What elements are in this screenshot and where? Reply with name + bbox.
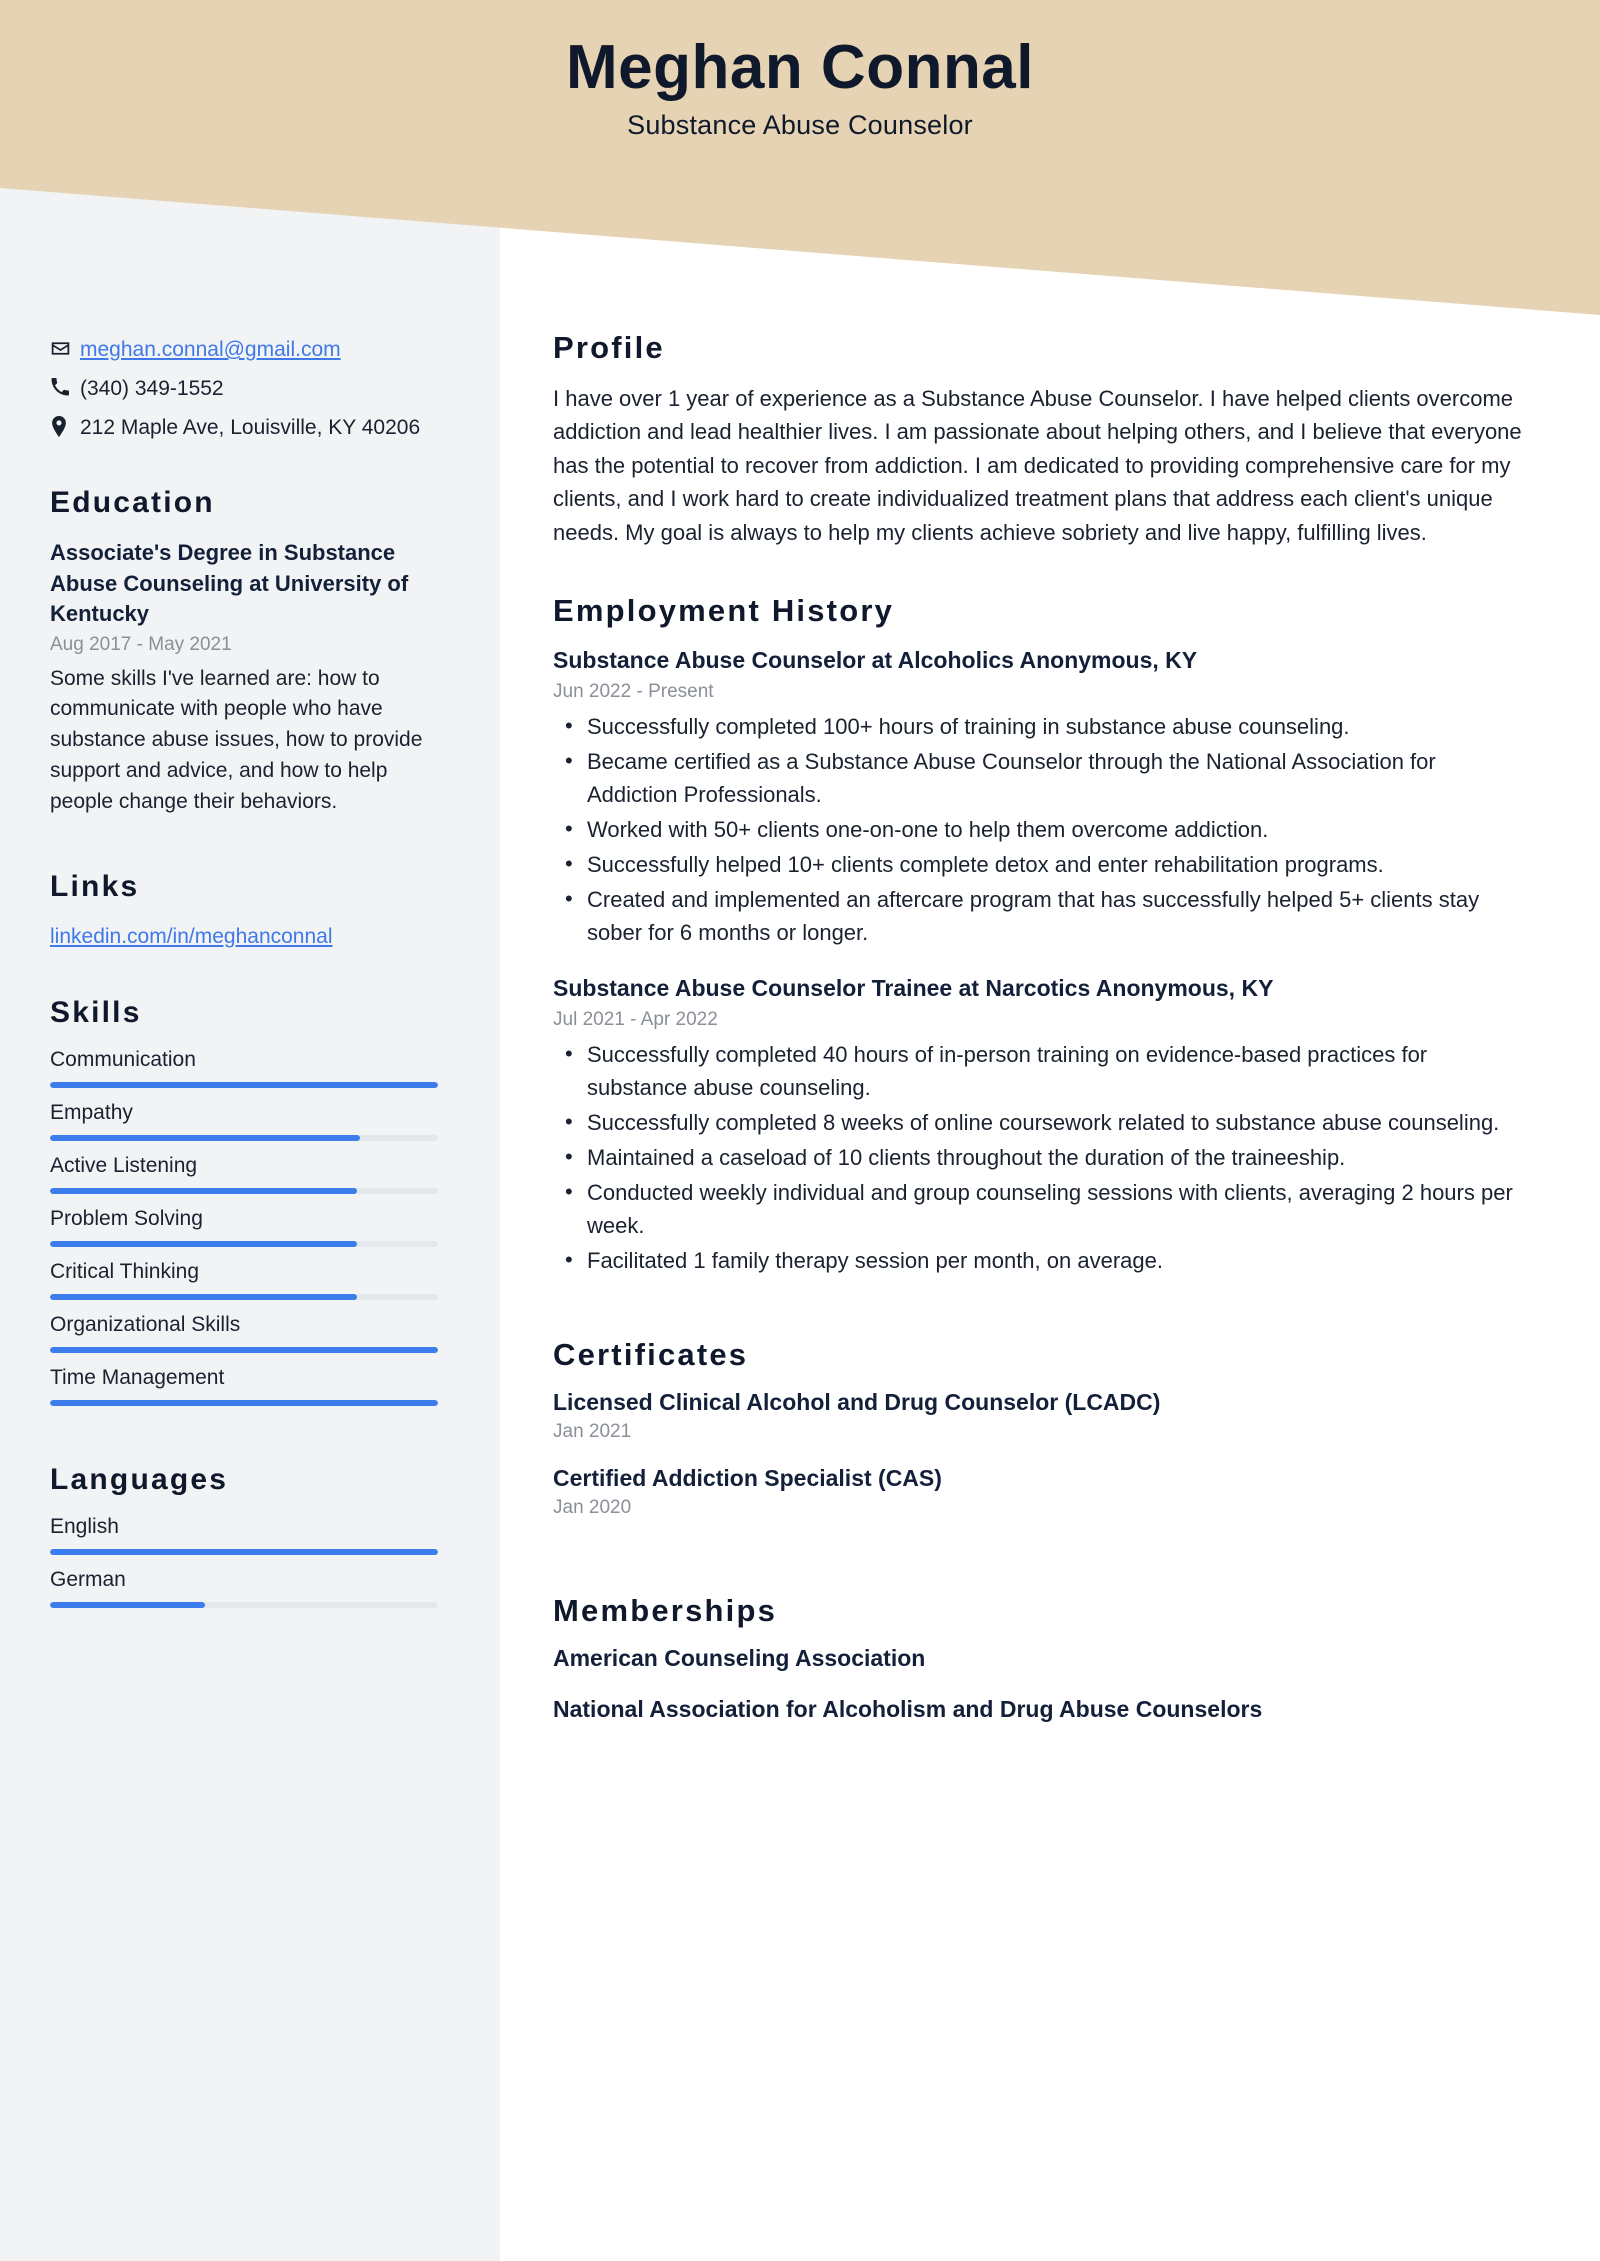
- certificates-list: [553, 1389, 1528, 1519]
- job-bullet: • Successfully completed 8 weeks of online coursework related to substance abuse counseling.: [587, 1106, 1528, 1139]
- skill-item: [50, 1048, 440, 1088]
- skill-bar-track: [50, 1082, 438, 1088]
- certificates-section: [553, 1337, 1528, 1519]
- job-bullet-list: [553, 710, 1528, 949]
- education-dates: Aug 2017 - May 2021: [50, 633, 232, 655]
- job-bullet: • Worked with 50+ clients one-on-one to help them overcome addiction.: [587, 813, 1528, 846]
- skills-list: [50, 1048, 440, 1406]
- skills-section: [50, 996, 440, 1406]
- phone-icon: [50, 374, 80, 397]
- skill-item: [50, 1260, 440, 1300]
- job-bullet: • Created and implemented an aftercare program that has successfully helped 5+ clients stay sober for 6 months or longer.: [587, 883, 1528, 949]
- skill-label: Communication: [50, 1048, 196, 1072]
- profile-text: I have over 1 year of experience as a Substance Abuse Counselor. I have helped clients overcome addiction and lead healthier lives. I am passionate about helping others, and I believe that everyone has the potential to recover from addiction. I am dedicated to providing comprehensive care for my clients, and I work hard to create individualized treatment plans that address each client's unique needs. My goal is always to help my clients achieve sobriety and live happy, fulfilling lives.: [553, 386, 1522, 545]
- location-pin-icon: [50, 413, 80, 437]
- job-bullet: • Facilitated 1 family therapy session per month, on average.: [587, 1244, 1528, 1277]
- skill-item: [50, 1313, 440, 1353]
- languages-heading: Languages: [50, 1463, 229, 1497]
- skill-bar-track: [50, 1294, 438, 1300]
- skill-label: Problem Solving: [50, 1207, 203, 1231]
- certificate-entry: [553, 1465, 1528, 1519]
- job-bullet: • Maintained a caseload of 10 clients throughout the duration of the traineeship.: [587, 1141, 1528, 1174]
- main-column: [553, 330, 1528, 1747]
- skill-bar-fill: [50, 1241, 357, 1247]
- memberships-heading: Memberships: [553, 1593, 778, 1629]
- sidebar: [50, 335, 440, 1621]
- job-title: Substance Abuse Counselor Trainee at Narcotics Anonymous, KY: [553, 975, 1274, 1002]
- certificate-date: Jan 2021: [553, 1421, 632, 1443]
- language-label: English: [50, 1515, 119, 1539]
- language-bar-track: [50, 1549, 438, 1555]
- skill-item: [50, 1366, 440, 1406]
- skill-bar-track: [50, 1400, 438, 1406]
- job-bullet: • Became certified as a Substance Abuse Counselor through the National Association for Addiction Professionals.: [587, 745, 1528, 811]
- certificate-title: Certified Addiction Specialist (CAS): [553, 1465, 942, 1492]
- job-entry: [553, 973, 1528, 1277]
- job-bullet: • Successfully completed 40 hours of in-person training on evidence-based practices for substance abuse counseling.: [587, 1038, 1528, 1104]
- skills-heading: Skills: [50, 996, 142, 1030]
- job-bullet: • Successfully completed 100+ hours of training in substance abuse counseling.: [587, 710, 1528, 743]
- skill-bar-track: [50, 1241, 438, 1247]
- skill-bar-fill: [50, 1400, 438, 1406]
- education-degree: Associate's Degree in Substance Abuse Counseling at University of Kentucky: [50, 540, 409, 627]
- certificate-date: Jan 2020: [553, 1497, 632, 1519]
- spacer: [50, 952, 440, 996]
- skill-bar-fill: [50, 1135, 360, 1141]
- skill-item: [50, 1154, 440, 1194]
- education-section: [50, 486, 440, 817]
- address-value: 212 Maple Ave, Louisville, KY 40206: [80, 415, 421, 439]
- job-bullet: • Conducted weekly individual and group counseling sessions with clients, averaging 2 hours per week.: [587, 1176, 1528, 1242]
- language-bar-fill: [50, 1549, 438, 1555]
- certificates-heading: Certificates: [553, 1337, 749, 1373]
- membership-entry: American Counseling Association: [553, 1645, 926, 1672]
- skill-label: Organizational Skills: [50, 1313, 241, 1337]
- spacer: [50, 1419, 440, 1463]
- skill-bar-track: [50, 1347, 438, 1353]
- envelope-icon: [50, 335, 80, 359]
- education-entry: [50, 538, 440, 817]
- languages-list: [50, 1515, 440, 1608]
- language-label: German: [50, 1568, 126, 1592]
- skill-label: Empathy: [50, 1101, 133, 1125]
- language-item: [50, 1568, 440, 1608]
- candidate-job-title: Substance Abuse Counselor: [627, 110, 973, 141]
- contact-row-email: [50, 335, 440, 365]
- jobs-list: [553, 645, 1528, 1277]
- links-heading: Links: [50, 869, 140, 903]
- job-title: Substance Abuse Counselor at Alcoholics Anonymous, KY: [553, 647, 1198, 674]
- certificate-title: Licensed Clinical Alcohol and Drug Counselor (LCADC): [553, 1389, 1161, 1416]
- contact-row-phone: [50, 374, 440, 404]
- links-section: [50, 870, 440, 952]
- languages-section: [50, 1463, 440, 1608]
- skill-label: Critical Thinking: [50, 1260, 199, 1284]
- resume-header: [0, 34, 1600, 141]
- skill-bar-track: [50, 1135, 438, 1141]
- profile-section: [553, 330, 1528, 549]
- candidate-name: Meghan Connal: [565, 33, 1035, 102]
- certificate-entry: [553, 1389, 1528, 1443]
- contact-row-address: [50, 413, 440, 443]
- memberships-section: [553, 1593, 1528, 1723]
- skill-bar-track: [50, 1188, 438, 1194]
- skill-bar-fill: [50, 1188, 357, 1194]
- memberships-list: [553, 1645, 1528, 1723]
- links-list: [50, 922, 440, 952]
- spacer: [553, 1301, 1528, 1337]
- language-bar-fill: [50, 1602, 205, 1608]
- skill-bar-fill: [50, 1294, 357, 1300]
- email-link[interactable]: meghan.connal@gmail.com: [80, 338, 341, 361]
- contact-list: [50, 335, 440, 442]
- spacer: [50, 826, 440, 870]
- skill-item: [50, 1207, 440, 1247]
- employment-heading: Employment History: [553, 593, 895, 629]
- job-dates: Jun 2022 - Present: [553, 681, 714, 703]
- skill-bar-fill: [50, 1082, 438, 1088]
- phone-value: (340) 349-1552: [80, 376, 224, 400]
- education-heading: Education: [50, 486, 215, 520]
- job-dates: Jul 2021 - Apr 2022: [553, 1009, 718, 1031]
- employment-section: [553, 593, 1528, 1277]
- membership-entry: National Association for Alcoholism and Drug Abuse Counselors: [553, 1696, 1263, 1723]
- language-bar-track: [50, 1602, 438, 1608]
- job-bullet: • Successfully helped 10+ clients complete detox and enter rehabilitation programs.: [587, 848, 1528, 881]
- job-entry: [553, 645, 1528, 949]
- job-bullet-list: [553, 1038, 1528, 1277]
- skill-item: [50, 1101, 440, 1141]
- education-description: Some skills I've learned are: how to communicate with people who have substance abuse issues, how to provide support and advice, and how to help people change their behaviors.: [50, 666, 423, 813]
- link-item-linkedin[interactable]: linkedin.com/in/meghanconnal: [50, 924, 333, 948]
- skill-label: Time Management: [50, 1366, 225, 1390]
- profile-heading: Profile: [553, 330, 665, 365]
- skill-bar-fill: [50, 1347, 438, 1353]
- language-item: [50, 1515, 440, 1555]
- spacer: [553, 1541, 1528, 1593]
- skill-label: Active Listening: [50, 1154, 198, 1178]
